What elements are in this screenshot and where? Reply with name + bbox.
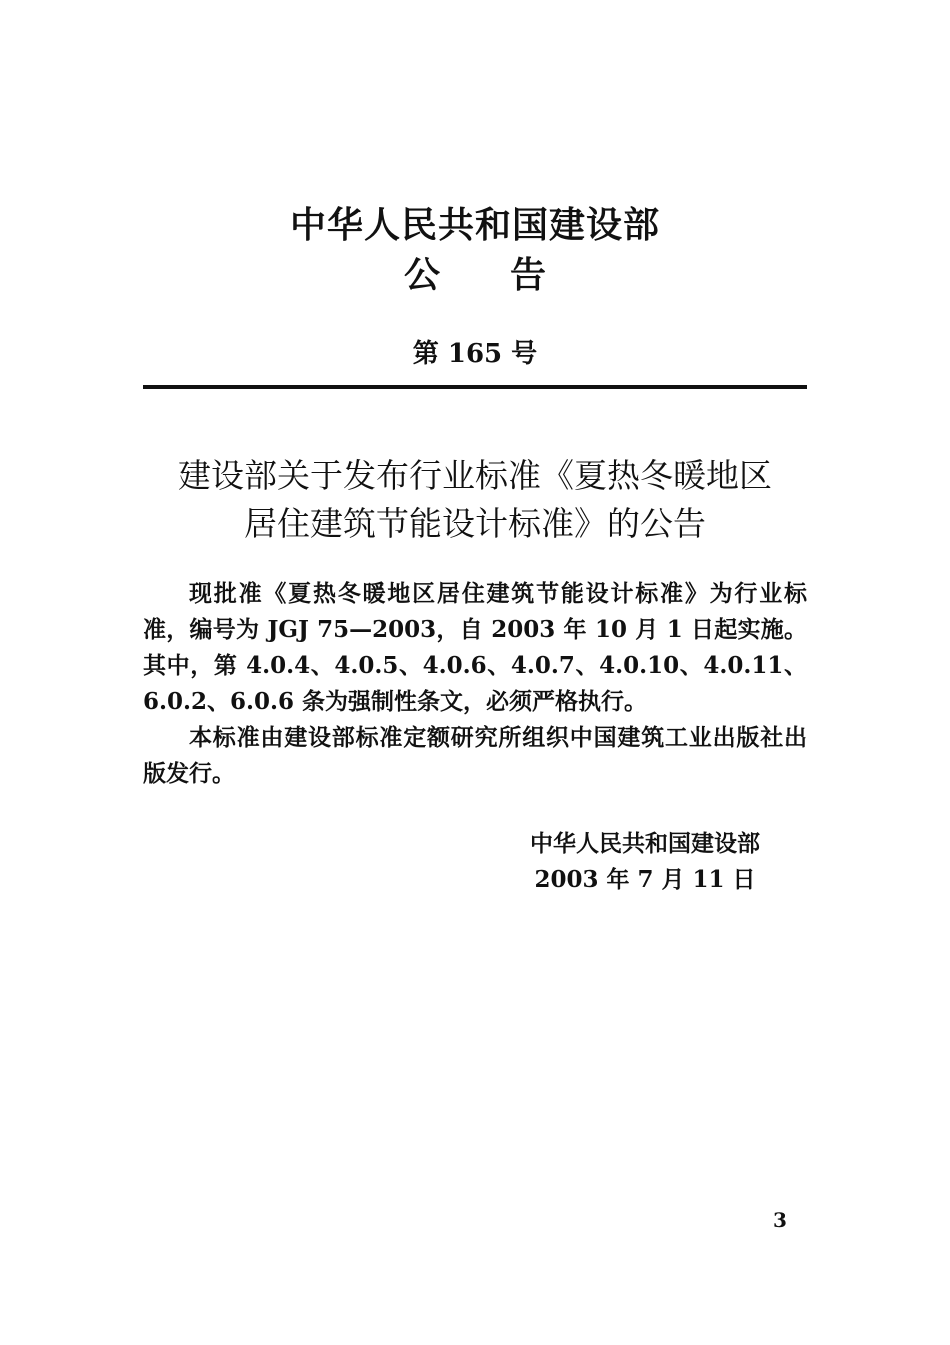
signature-block (500, 826, 790, 898)
body-paragraph-2: 本标准由建设部标准定额研究所组织中国建筑工业出版社出版发行。 (143, 724, 807, 787)
document-number: 第 165 号 (412, 339, 538, 369)
page-number: 3 (773, 1208, 787, 1232)
announcement-title-line-1: 建设部关于发布行业标准《夏热冬暖地区 (178, 456, 772, 495)
signature-issuer: 中华人民共和国建设部 (530, 830, 760, 857)
announcement-title-line-2: 居住建筑节能设计标准》的公告 (244, 504, 706, 543)
announcement-body (143, 576, 807, 792)
document-type-heading: 公告 (403, 254, 616, 296)
header-divider (143, 385, 807, 389)
issuer-heading: 中华人民共和国建设部 (289, 204, 660, 246)
body-paragraph-1: 现批准《夏热冬暖地区居住建筑节能设计标准》为行业标准，编号为 JGJ 75—2003，自 2003 年 10 月 1 日起实施。其中，第 4.0.4、4.0.5、4.0.6、4.0.7、4.0.10、4.0.11、6.0.2、6.0.6 条为强制性条文，必须严格执行。 (143, 580, 807, 715)
signature-date: 2003 年 7 月 11 日 (534, 866, 756, 893)
announcement-title (0, 452, 950, 548)
